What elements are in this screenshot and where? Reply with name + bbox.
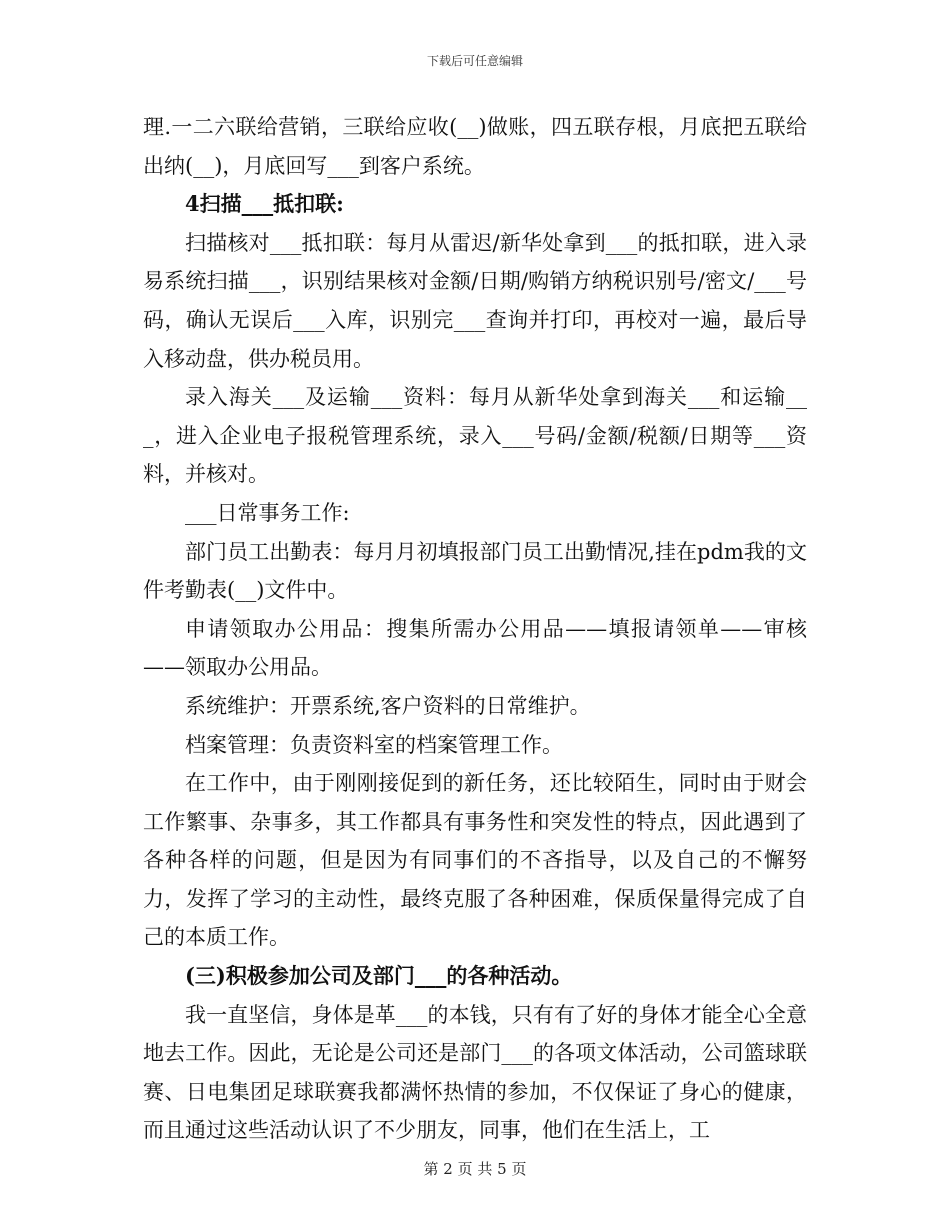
document-body [143, 108, 807, 1150]
paragraph-scan-verify: 扫描核对___抵扣联：每月从雷迟/新华处拿到___的抵扣联，进入录易系统扫描___，识别结果核对金额/日期/购销方纳税识别号/密文/___号码，确认无误后___入库，识别完___查询并打印，再校对一遍，最后导入移动盘，供办税员用。 [143, 230, 807, 371]
paragraph-customs-entry: 录入海关___及运输___资料：每月从新华处拿到海关___和运输___，进入企业电子报税管理系统，录入___号码/金额/税额/日期等___资料，并核对。 [143, 385, 807, 487]
paragraph-work-summary: 在工作中，由于刚刚接促到的新任务，还比较陌生，同时由于财会工作繁事、杂事多，其工作都具有事务性和突发性的特点，因此遇到了各种各样的问题，但是因为有同事们的不吝指导，以及自己的不懈努力，发挥了学习的主动性，最终克服了各种困难，保质保量得完成了自己的本质工作。 [143, 771, 807, 950]
paragraph-attendance: 部门员工出勤表：每月月初填报部门员工出勤情况,挂在pdm我的文件考勤表(__)文件中。 [143, 539, 807, 603]
paragraph-office-supplies: 申请领取办公用品：搜集所需办公用品——填报请领单——审核——领取办公用品。 [143, 616, 807, 680]
paragraph-archive-management: 档案管理：负责资料室的档案管理工作。 [185, 732, 563, 757]
section-heading-activities: (三)积极参加公司及部门___的各种活动。 [185, 963, 573, 989]
page-header: 下载后可任意编辑 [426, 54, 523, 68]
page-number: 第 2 页 共 5 页 [423, 1160, 527, 1178]
paragraph-system-maintenance: 系统维护：开票系统,客户资料的日常维护。 [185, 693, 591, 718]
paragraph-continuation: 理.一二六联给营销，三联给应收(__)做账，四五联存根，月底把五联给出纳(__)，月底回写___到客户系统。 [143, 115, 807, 178]
paragraph-activities: 我一直坚信，身体是革___的本钱，只有有了好的身体才能全心全意地去工作。因此，无论是公司还是部门___的各项文体活动，公司篮球联赛、日电集团足球联赛我都满怀热情的参加，不仅保证了身心的健康，而且通过这些活动认识了不少朋友，同事，他们在生活上，工 [143, 1002, 807, 1143]
paragraph-daily-affairs: ___日常事务工作: [185, 500, 350, 525]
section-heading-scan: 4扫描___抵扣联: [185, 191, 344, 217]
